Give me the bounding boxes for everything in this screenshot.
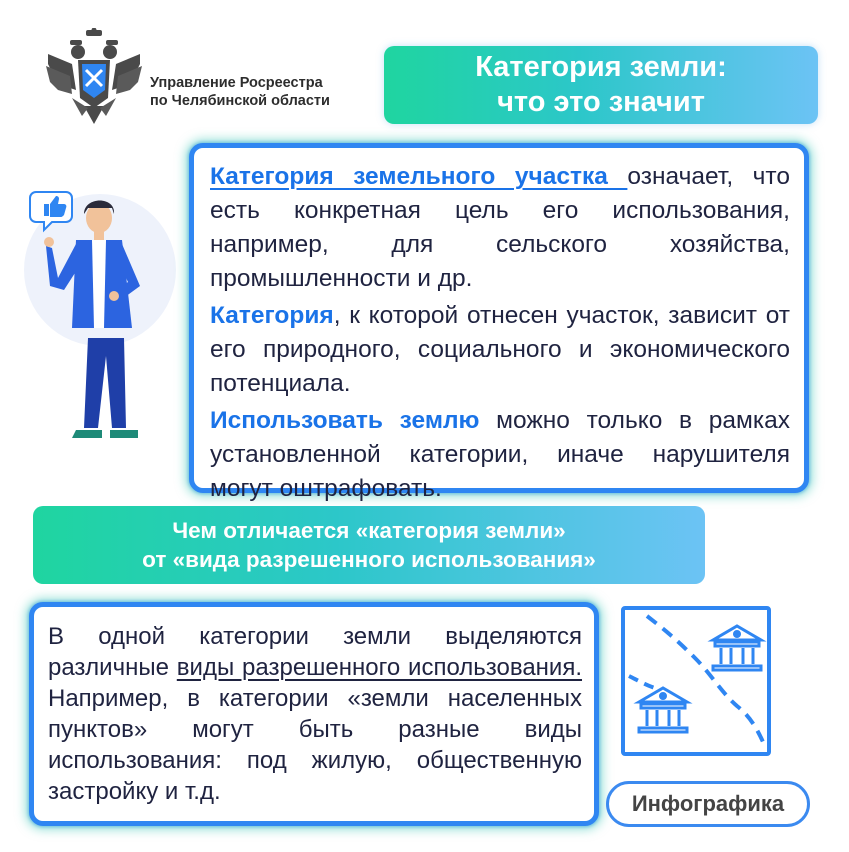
definition-text-2: , к которой отнесен участок, зависит от его природного, социального и экономического потенциала. — [210, 302, 790, 397]
subheader-banner — [33, 506, 705, 584]
rosreestr-logo — [42, 28, 362, 128]
definition-card — [189, 143, 809, 502]
org-name-line1: Управление Росреестра — [150, 75, 323, 91]
bank-building-icon — [713, 626, 761, 670]
org-name-line2: по Челябинской области — [150, 93, 330, 109]
bank-building-icon — [639, 688, 687, 732]
explanation-card — [29, 602, 599, 826]
term-land-plot-category: Категория земельного участка — [210, 163, 628, 190]
org-name — [150, 74, 330, 110]
term-use-land: Использовать землю — [210, 407, 480, 434]
map-icon — [621, 606, 771, 756]
title-line1: Категория земли: — [475, 51, 727, 83]
definition-text-3: можно только в рамках установленной категории, иначе нарушителя могут оштрафовать. — [210, 407, 790, 502]
explanation-paragraph — [48, 621, 582, 807]
infographic-tag: Инфографика — [606, 781, 810, 827]
eagle-emblem-icon — [42, 28, 146, 128]
title-line2: что это значит — [497, 86, 705, 118]
term-category: Категория — [210, 302, 334, 329]
definition-paragraph-2 — [210, 299, 790, 401]
explanation-text-1: В одной категории земли выделяются различные — [48, 623, 582, 681]
permitted-use-types-term: виды разрешенного использования. — [176, 654, 583, 681]
definition-text-1: означает, что есть конкретная цель его использования, например, для сельского хозяйства, промышленности и др. — [210, 163, 790, 292]
person-illustration — [22, 178, 192, 448]
subheader-line2: от «вида разрешенного использования» — [142, 547, 596, 572]
explanation-text-2: Например, в категории «земли населенных пунктов» могут быть разные виды использования: под жилую, общественную застройку и т.д. — [48, 685, 582, 805]
definition-paragraph-1 — [210, 160, 790, 296]
title-banner — [384, 46, 818, 124]
subheader-line1: Чем отличается «категория земли» — [172, 518, 566, 543]
definition-paragraph-3 — [210, 404, 790, 506]
